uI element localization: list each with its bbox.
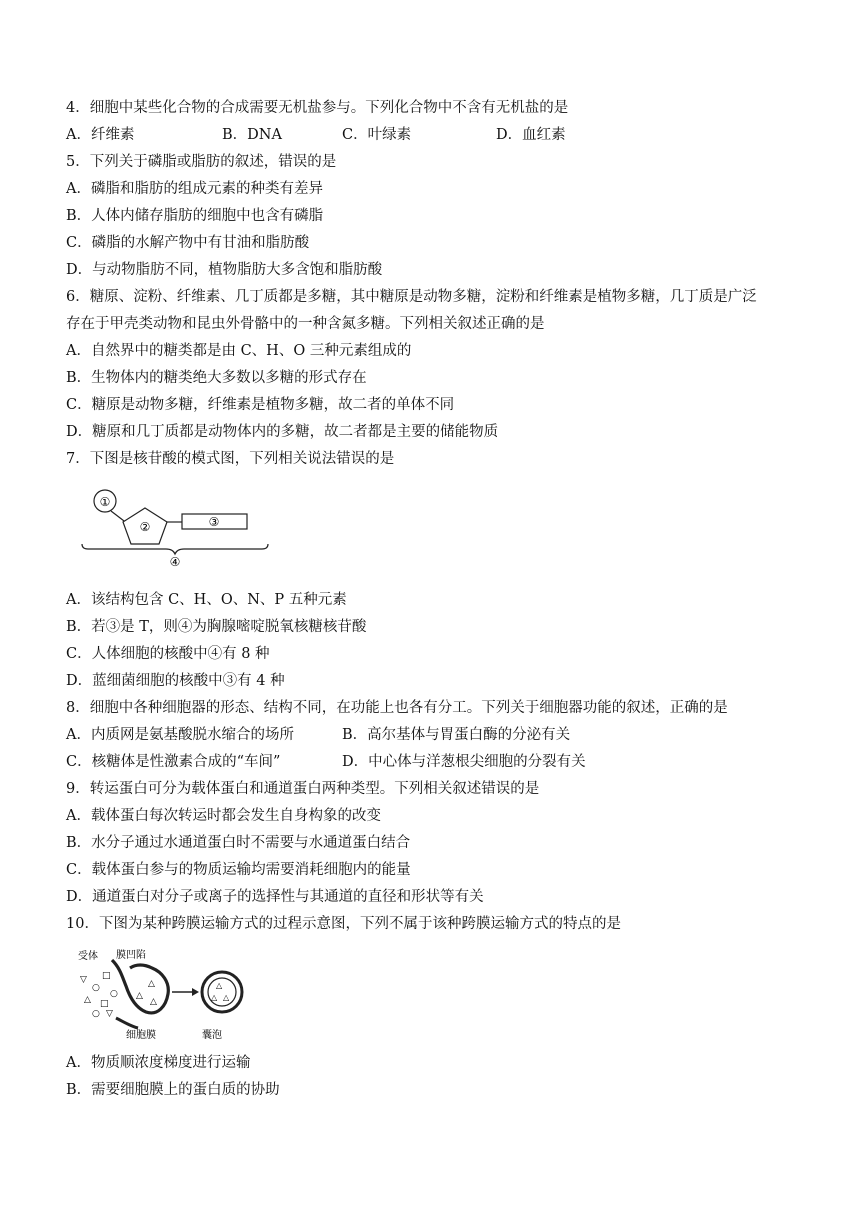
q7-option-c: C．人体细胞的核酸中④有 8 种	[66, 646, 270, 662]
cargo-triangle-icon: △	[136, 991, 143, 1001]
q8-option-c: C．核糖体是性激素合成的“车间”	[66, 754, 281, 770]
q7-option-d: D．蓝细菌细胞的核酸中③有 4 种	[66, 673, 285, 689]
q9-option-a: A．载体蛋白每次转运时都会发生自身构象的改变	[66, 808, 381, 824]
q5-option-d: D．与动物脂肪不同，植物脂肪大多含饱和脂肪酸	[66, 262, 383, 278]
q5-stem: 5．下列关于磷脂或脂肪的叙述，错误的是	[66, 154, 337, 170]
q4-option-b: B．DNA	[222, 127, 282, 143]
q9-option-c: C．载体蛋白参与的物质运输均需要消耗细胞内的能量	[66, 862, 411, 878]
nucleotide-brace	[82, 544, 268, 554]
vesicle-cargo-triangle-icon: △	[223, 993, 230, 1002]
q4-stem: 4．细胞中某些化合物的合成需要无机盐参与。下列化合物中不含有无机盐的是	[66, 100, 569, 116]
vesicle-cargo-triangle-icon: △	[216, 981, 223, 990]
label-cell-membrane: 细胞膜	[126, 1030, 156, 1041]
label-1: ①	[99, 495, 111, 509]
q10-option-b: B．需要细胞膜上的蛋白质的协助	[66, 1082, 280, 1098]
particle-square-icon: □	[102, 971, 111, 981]
q4-option-a: A．纤维素	[66, 127, 135, 143]
particle-circle-icon: ○	[92, 983, 100, 993]
q6-option-c: C．糖原是动物多糖，纤维素是植物多糖，故二者的单体不同	[66, 397, 455, 413]
q8-option-d: D．中心体与洋葱根尖细胞的分裂有关	[342, 754, 586, 770]
q5-option-c: C．磷脂的水解产物中有甘油和脂肪酸	[66, 235, 310, 251]
particle-circle-icon: ○	[110, 989, 118, 999]
q10-option-a: A．物质顺浓度梯度进行运输	[66, 1055, 251, 1071]
particle-square-icon: □	[100, 999, 109, 1009]
q7-option-a: A．该结构包含 C、H、O、N、P 五种元素	[66, 592, 347, 608]
cargo-triangle-icon: △	[150, 997, 157, 1007]
label-receptor: 受体	[78, 951, 98, 962]
membrane-invagination	[112, 960, 168, 1013]
particle-triangle-icon: △	[84, 995, 91, 1005]
q7-option-b: B．若③是 T，则④为胸腺嘧啶脱氧核糖核苷酸	[66, 619, 367, 635]
q6-stem-line2: 存在于甲壳类动物和昆虫外骨骼中的一种含氮多糖。下列相关叙述正确的是	[66, 316, 545, 332]
membrane-lower	[116, 1018, 138, 1028]
cargo-triangle-icon: △	[148, 979, 155, 989]
label-3: ③	[208, 515, 220, 529]
label-2: ②	[139, 520, 151, 534]
q6-option-a: A．自然界中的糖类都是由 C、H、O 三种元素组成的	[66, 343, 412, 359]
q6-option-b: B．生物体内的糖类绝大多数以多糖的形式存在	[66, 370, 367, 386]
label-membrane-pit: 膜凹陷	[116, 950, 146, 961]
label-vesicle: 囊泡	[202, 1030, 222, 1041]
endocytosis-diagram	[72, 946, 252, 1044]
q9-stem: 9．转运蛋白可分为载体蛋白和通道蛋白两种类型。下列相关叙述错误的是	[66, 781, 540, 797]
particle-circle-icon: ○	[92, 1009, 100, 1019]
particle-triangle-icon: ▽	[80, 975, 87, 985]
q5-option-b: B．人体内储存脂肪的细胞中也含有磷脂	[66, 208, 324, 224]
q9-option-d: D．通道蛋白对分子或离子的选择性与其通道的直径和形状等有关	[66, 889, 484, 905]
vesicle-cargo-triangle-icon: △	[211, 993, 218, 1002]
q8-option-b: B．高尔基体与胃蛋白酶的分泌有关	[342, 727, 571, 743]
arrow-head-icon	[192, 988, 199, 996]
q5-option-a: A．磷脂和脂肪的组成元素的种类有差异	[66, 181, 323, 197]
q10-stem: 10．下图为某种跨膜运输方式的过程示意图，下列不属于该种跨膜运输方式的特点的是	[66, 916, 621, 932]
q4-option-d: D．血红素	[496, 127, 566, 143]
label-4: ④	[169, 555, 181, 569]
q8-option-a: A．内质网是氨基酸脱水缩合的场所	[66, 727, 294, 743]
q6-stem-line1: 6．糖原、淀粉、纤维素、几丁质都是多糖，其中糖原是动物多糖，淀粉和纤维素是植物多糖，几丁质是广泛	[66, 289, 757, 305]
q4-option-c: C．叶绿素	[342, 127, 412, 143]
q6-option-d: D．糖原和几丁质都是动物体内的多糖，故二者都是主要的储能物质	[66, 424, 499, 440]
q9-option-b: B．水分子通过水通道蛋白时不需要与水通道蛋白结合	[66, 835, 411, 851]
q7-stem: 7．下图是核苷酸的模式图，下列相关说法错误的是	[66, 451, 395, 467]
q8-stem: 8．细胞中各种细胞器的形态、结构不同，在功能上也各有分工。下列关于细胞器功能的叙述，正确的是	[66, 700, 728, 716]
nucleotide-diagram	[76, 486, 276, 572]
particle-triangle-icon: ▽	[106, 1009, 113, 1019]
